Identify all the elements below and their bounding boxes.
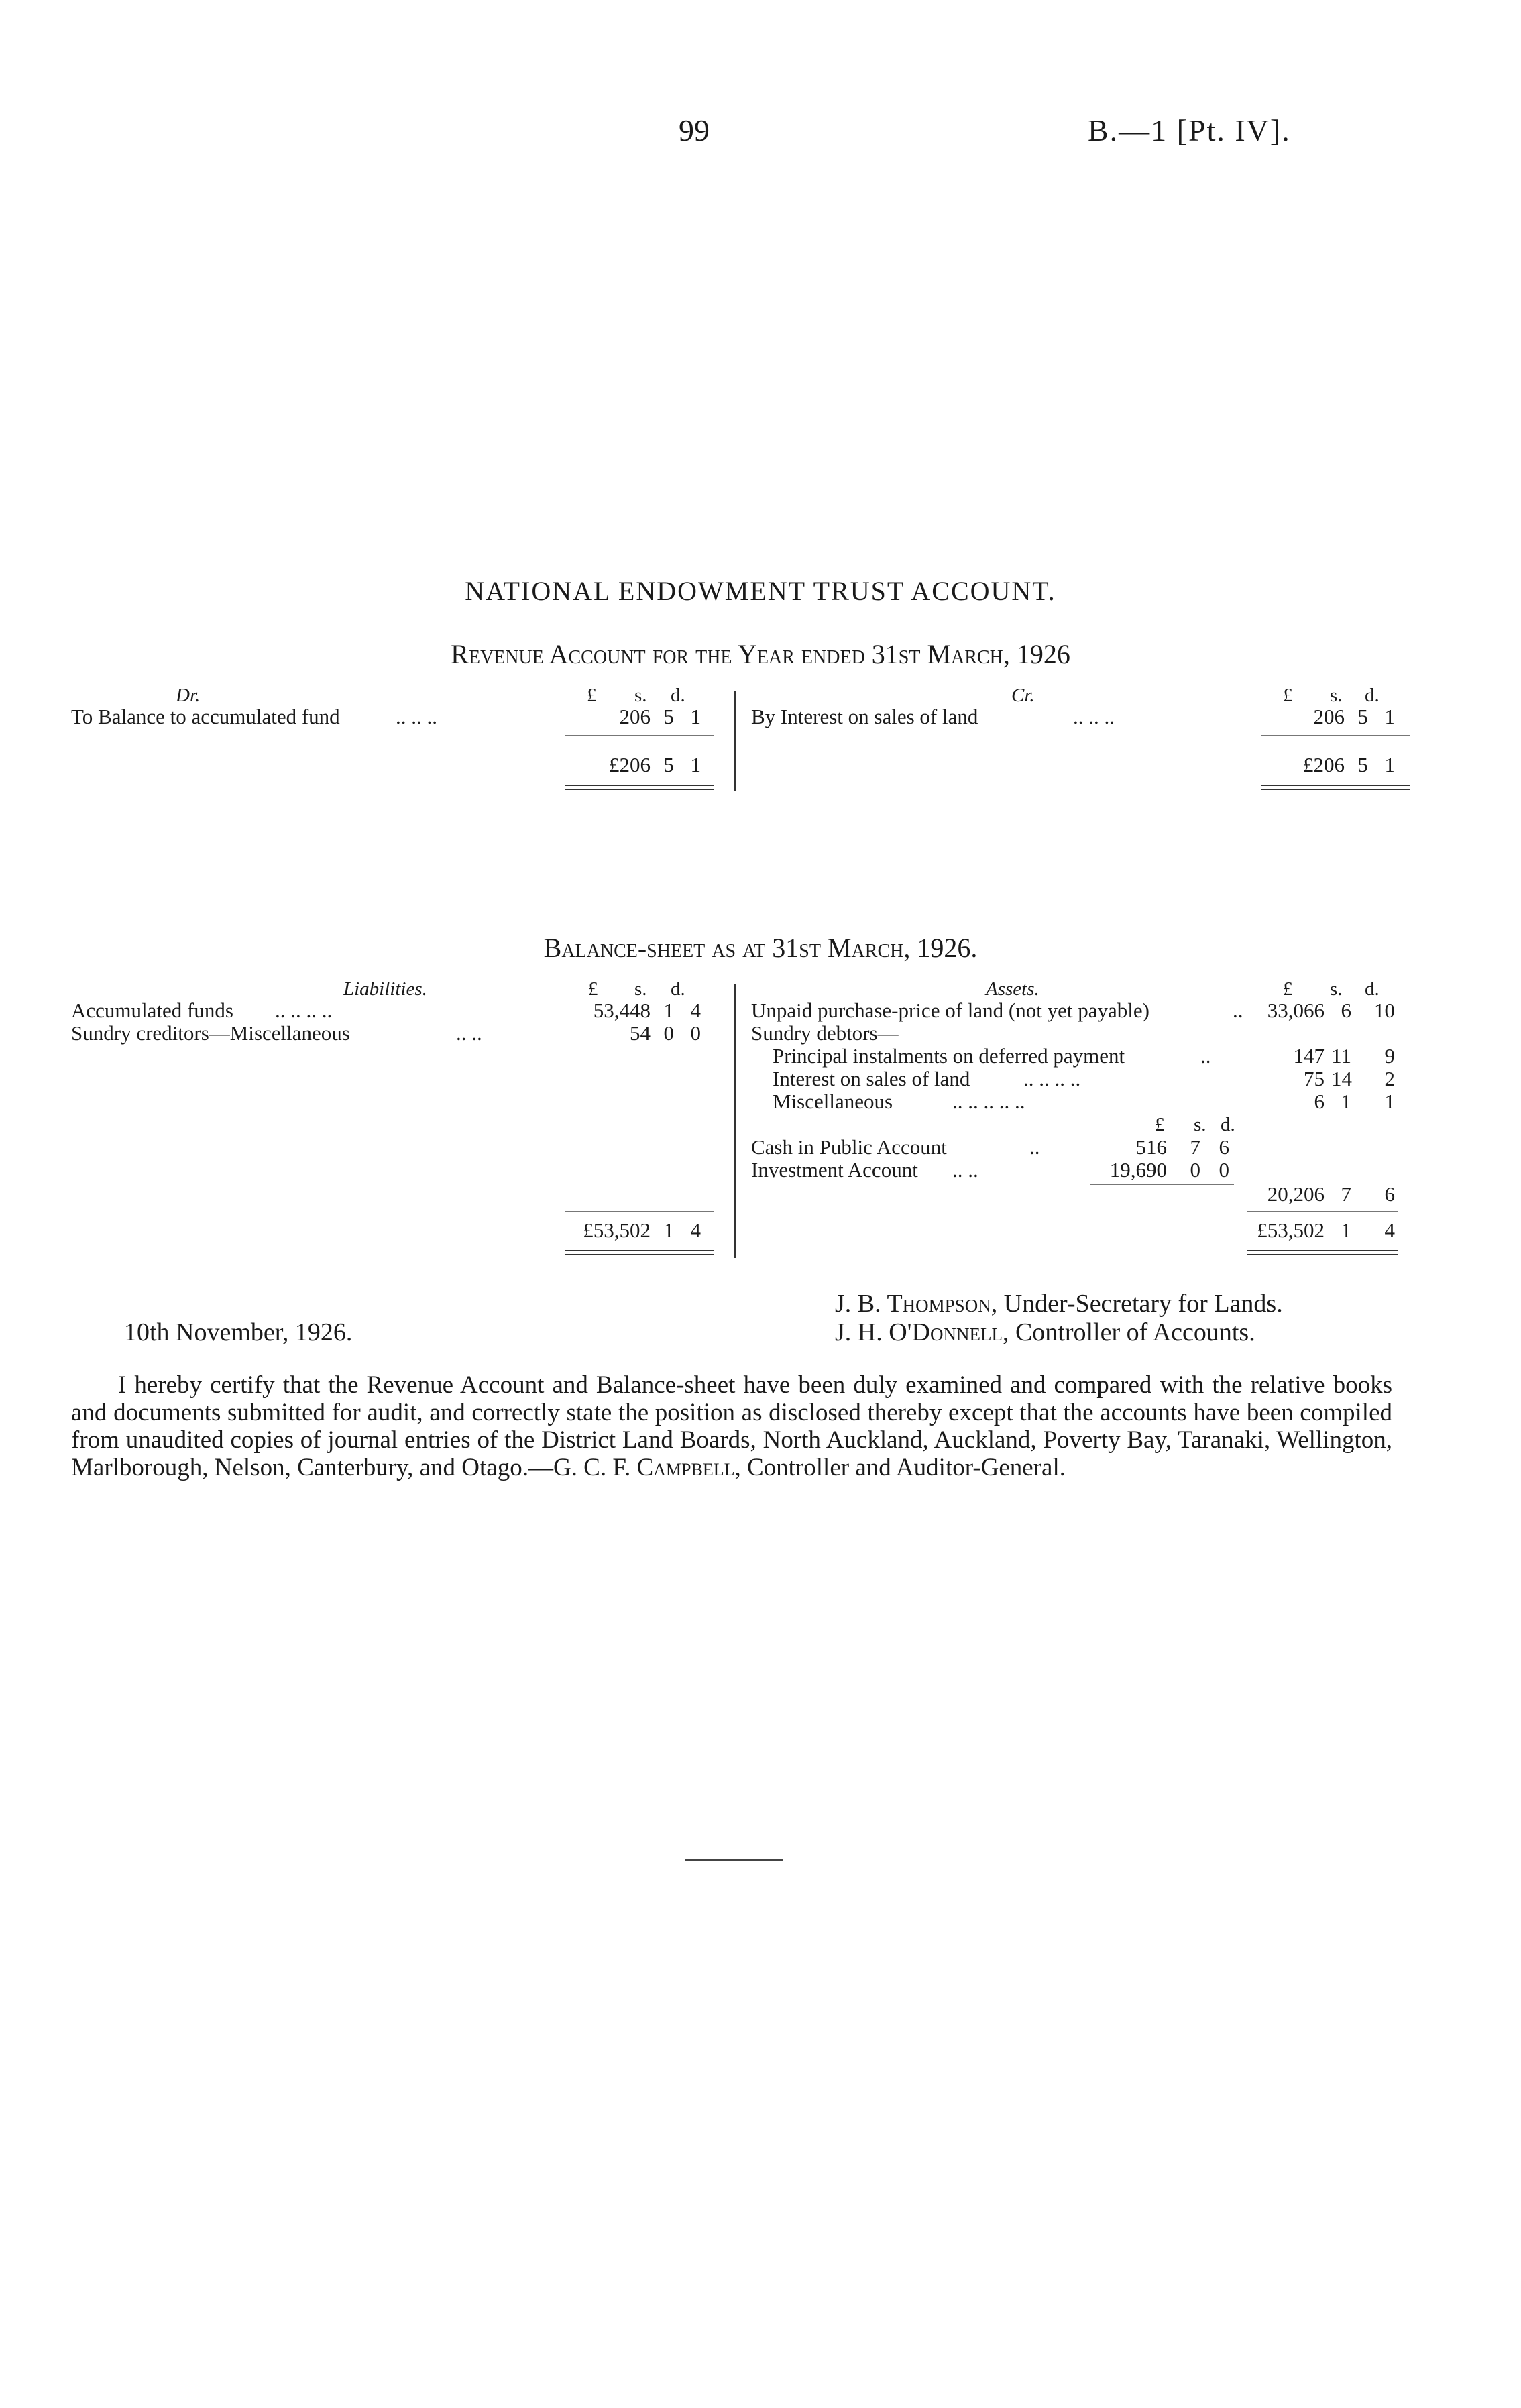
credit-total-pounds: £206: [1303, 753, 1345, 777]
dr-col-pence: d.: [671, 685, 685, 706]
sundry-item-pence: 9: [1384, 1044, 1395, 1068]
liab-col-pounds: £: [588, 978, 598, 1000]
signatory-title: , Under-Secretary for Lands.: [991, 1289, 1283, 1318]
signatory-name: J. H. O'Donnell: [835, 1318, 1003, 1346]
subtotal-shillings: 7: [1341, 1182, 1351, 1206]
signatory-name: J. B. Thompson: [835, 1289, 991, 1318]
credit-item-leader: .. .. ..: [1073, 705, 1115, 728]
signature-line-2: [835, 1318, 1255, 1347]
subtotal-pence: 6: [1384, 1182, 1395, 1206]
credit-total-pence: 1: [1384, 753, 1395, 777]
sundry-item-leader: .. .. .. .. ..: [952, 1090, 1025, 1113]
liability-shillings: 1: [663, 998, 674, 1022]
inner-subtotal-rule: [1090, 1184, 1234, 1185]
sundry-item-label: Interest on sales of land: [773, 1067, 970, 1090]
document-title: NATIONAL ENDOWMENT TRUST ACCOUNT.: [465, 576, 1056, 606]
sundry-item-pounds: 147: [1293, 1044, 1325, 1068]
certifier-title: , Controller and Auditor-General.: [734, 1454, 1066, 1481]
sundry-item-pounds: 6: [1314, 1090, 1325, 1113]
signature-date: 10th November, 1926.: [124, 1318, 353, 1346]
debit-total-double-rule: [565, 785, 714, 790]
credit-total-double-rule: [1261, 785, 1410, 790]
liability-label: Accumulated funds: [71, 998, 233, 1022]
liabilities-total-rule: [565, 1211, 714, 1212]
debit-total-pence: 1: [690, 753, 701, 777]
liab-col-shillings: s.: [634, 978, 647, 1000]
sundry-item-shillings: 11: [1331, 1044, 1351, 1068]
cr-label: Cr.: [1011, 685, 1035, 706]
balance-sheet-heading: Balance-sheet as at 31st March, 1926.: [543, 933, 978, 963]
sundry-item-leader: ..: [1200, 1044, 1211, 1068]
debit-shillings: 5: [663, 705, 674, 728]
debit-item-label: To Balance to accumulated fund: [71, 705, 340, 728]
assets-total-pounds: £53,502: [1257, 1218, 1325, 1242]
signature-line-1: [835, 1289, 1283, 1318]
cr-col-shillings: s.: [1330, 685, 1343, 706]
credit-pence: 1: [1384, 705, 1395, 728]
debit-total-pounds: £206: [609, 753, 651, 777]
revenue-account-heading: Revenue Account for the Year ended 31st March, 1926: [451, 639, 1070, 669]
audit-certification: [71, 1371, 1392, 1481]
sundry-item-leader: .. .. .. ..: [1023, 1067, 1081, 1090]
assets-total-double-rule: [1247, 1250, 1398, 1255]
investment-pounds: 19,690: [1109, 1158, 1167, 1182]
sundry-debtors-heading: Sundry debtors—: [751, 1021, 899, 1045]
investment-label: Investment Account: [751, 1158, 918, 1182]
sundry-item-shillings: 14: [1331, 1067, 1352, 1090]
asset-col-pence: d.: [1365, 978, 1379, 1000]
debit-pence: 1: [690, 705, 701, 728]
investment-pence: 0: [1219, 1158, 1229, 1182]
sundry-item-pence: 1: [1384, 1090, 1395, 1113]
document-reference: B.—1 [Pt. IV].: [1088, 113, 1291, 148]
sundry-item-pounds: 75: [1304, 1067, 1325, 1090]
inner-col-pence: d.: [1221, 1114, 1235, 1135]
liabilities-label: Liabilities.: [343, 978, 427, 1000]
asset-unpaid-pence: 10: [1374, 998, 1395, 1022]
liability-shillings: 0: [663, 1021, 674, 1045]
debit-total-shillings: 5: [663, 753, 674, 777]
debit-item-leader: .. .. ..: [396, 705, 437, 728]
investment-leader: .. ..: [952, 1158, 978, 1182]
cr-col-pounds: £: [1283, 685, 1293, 706]
cash-label: Cash in Public Account: [751, 1135, 947, 1159]
inner-col-shillings: s.: [1194, 1114, 1206, 1135]
dr-col-pounds: £: [587, 685, 597, 706]
credit-shillings: 5: [1357, 705, 1368, 728]
inner-col-pounds: £: [1155, 1114, 1165, 1135]
credit-total-shillings: 5: [1357, 753, 1368, 777]
cr-col-pence: d.: [1365, 685, 1379, 706]
asset-unpaid-shillings: 6: [1341, 998, 1351, 1022]
cash-pence: 6: [1219, 1135, 1229, 1159]
assets-total-rule: [1247, 1211, 1398, 1212]
sundry-item-shillings: 1: [1341, 1090, 1351, 1113]
page-number: 99: [679, 113, 710, 148]
sundry-item-label: Principal instalments on deferred payment: [773, 1044, 1125, 1068]
liability-pence: 0: [690, 1021, 701, 1045]
dr-label: Dr.: [176, 685, 201, 706]
liability-leader: .. ..: [456, 1021, 482, 1045]
signatory-title: , Controller of Accounts.: [1002, 1318, 1255, 1346]
liabilities-total-double-rule: [565, 1250, 714, 1255]
asset-unpaid-label: Unpaid purchase-price of land (not yet payable): [751, 998, 1149, 1022]
liability-leader: .. .. .. ..: [275, 998, 333, 1022]
asset-col-pounds: £: [1283, 978, 1293, 1000]
cash-pounds: 516: [1135, 1135, 1167, 1159]
liabilities-total-pounds: £53,502: [583, 1218, 651, 1242]
asset-col-shillings: s.: [1330, 978, 1343, 1000]
liability-pounds: 53,448: [593, 998, 651, 1022]
subtotal-pounds: 20,206: [1267, 1182, 1325, 1206]
assets-total-shillings: 1: [1341, 1218, 1351, 1242]
sundry-item-label: Miscellaneous: [773, 1090, 893, 1113]
sundry-item-pence: 2: [1384, 1067, 1395, 1090]
balance-divider: [734, 984, 736, 1258]
asset-unpaid-pounds: 33,066: [1267, 998, 1325, 1022]
credit-item-label: By Interest on sales of land: [751, 705, 978, 728]
cash-leader: ..: [1029, 1135, 1040, 1159]
certifier-name: G. C. F. Campbell: [553, 1454, 735, 1481]
certification-text: I hereby certify that the Revenue Account and Balance-sheet have been duly examined and compared with the relative books and documents submitted for audit, and correctly state the position as disclosed thereby except that the accounts have been compiled from unaudited copies of journal entries of the District Land Boards, North Auckland, Auckland, Poverty Bay, Taranaki, Wellington, Marlborough, Nelson, Canterbury, and Otago.—: [71, 1371, 1392, 1481]
liability-label: Sundry creditors—Miscellaneous: [71, 1021, 350, 1045]
liabilities-total-pence: 4: [690, 1218, 701, 1242]
end-rule: [685, 1859, 783, 1861]
liabilities-total-shillings: 1: [663, 1218, 674, 1242]
investment-shillings: 0: [1190, 1158, 1200, 1182]
liability-pounds: 54: [630, 1021, 651, 1045]
debit-pounds: 206: [619, 705, 651, 728]
credit-pounds: 206: [1313, 705, 1345, 728]
liab-col-pence: d.: [671, 978, 685, 1000]
credit-total-rule: [1261, 735, 1410, 736]
cash-shillings: 7: [1190, 1135, 1200, 1159]
asset-unpaid-leader: ..: [1233, 998, 1243, 1022]
revenue-divider: [734, 691, 736, 791]
assets-label: Assets.: [986, 978, 1039, 1000]
liability-pence: 4: [690, 998, 701, 1022]
debit-total-rule: [565, 735, 714, 736]
dr-col-shillings: s.: [634, 685, 647, 706]
assets-total-pence: 4: [1384, 1218, 1395, 1242]
